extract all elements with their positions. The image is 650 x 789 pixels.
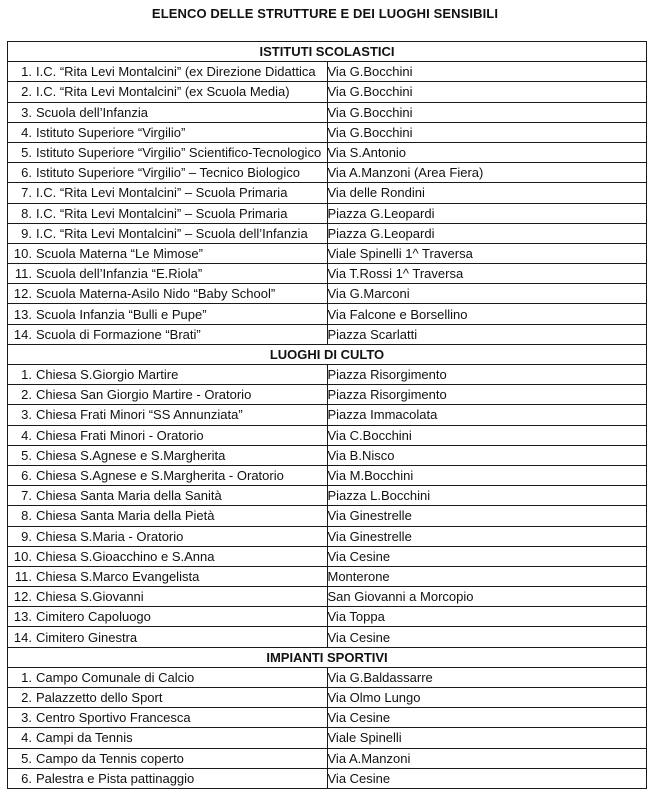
- place-name: Campi da Tennis: [36, 730, 133, 746]
- place-name: Chiesa S.Giorgio Martire: [36, 367, 179, 383]
- table-row: [8, 243, 647, 263]
- place-name: I.C. “Rita Levi Montalcini” – Scuola Primaria: [36, 205, 288, 221]
- table-row: [8, 748, 647, 768]
- place-name-cell: [8, 708, 328, 728]
- table-row: [8, 304, 647, 324]
- table-row: [8, 163, 647, 183]
- place-name: Scuola Infanzia “Bulli e Pupe”: [36, 306, 207, 322]
- place-address: Via Ginestrelle: [327, 526, 647, 546]
- table-row: [8, 465, 647, 485]
- table-row: [8, 445, 647, 465]
- table-row: [8, 405, 647, 425]
- place-name-cell: [8, 163, 328, 183]
- place-address: Via B.Nisco: [327, 445, 647, 465]
- place-address: San Giovanni a Morcopio: [327, 587, 647, 607]
- place-name: Chiesa S.Agnese e S.Margherita - Oratorio: [36, 468, 284, 484]
- place-name-cell: [8, 607, 328, 627]
- table-row: [8, 546, 647, 566]
- row-number: 4.: [21, 124, 32, 140]
- place-address: Via G.Bocchini: [327, 122, 647, 142]
- place-name: Cimitero Ginestra: [36, 629, 138, 645]
- table-row: [8, 708, 647, 728]
- place-name-cell: [8, 688, 328, 708]
- place-address: Piazza Immacolata: [327, 405, 647, 425]
- row-number: 9.: [21, 528, 32, 544]
- table-row: [8, 122, 647, 142]
- place-name: Chiesa Frati Minori “SS Annunziata”: [36, 407, 243, 423]
- place-address: Via G.Marconi: [327, 284, 647, 304]
- row-number: 14.: [13, 629, 32, 645]
- place-name-cell: [8, 728, 328, 748]
- place-name: Istituto Superiore “Virgilio”: [36, 124, 186, 140]
- place-name-cell: [8, 486, 328, 506]
- row-number: 7.: [21, 185, 32, 201]
- place-name: Istituto Superiore “Virgilio” – Tecnico Biologico: [36, 165, 300, 181]
- place-name: Campo Comunale di Calcio: [36, 669, 195, 685]
- row-number: 7.: [21, 488, 32, 504]
- row-number: 6.: [21, 468, 32, 484]
- place-name: Chiesa San Giorgio Martire - Oratorio: [36, 387, 252, 403]
- place-address: Piazza L.Bocchini: [327, 486, 647, 506]
- place-name: Istituto Superiore “Virgilio” Scientifico-Tecnologico: [36, 145, 322, 161]
- row-number: 8.: [21, 205, 32, 221]
- place-name: Cimitero Capoluogo: [36, 609, 151, 625]
- place-name: Chiesa S.Marco Evangelista: [36, 568, 200, 584]
- place-name: I.C. “Rita Levi Montalcini” (ex Scuola Media): [36, 84, 290, 100]
- row-number: 5.: [21, 447, 32, 463]
- table-row: [8, 688, 647, 708]
- place-address: Piazza G.Leopardi: [327, 223, 647, 243]
- table-row: [8, 82, 647, 102]
- place-address: Via C.Bocchini: [327, 425, 647, 445]
- place-address: Via Ginestrelle: [327, 506, 647, 526]
- row-number: 1.: [21, 669, 32, 685]
- row-number: 2.: [21, 84, 32, 100]
- table-row: [8, 102, 647, 122]
- place-name-cell: [8, 405, 328, 425]
- place-address: Piazza G.Leopardi: [327, 203, 647, 223]
- table-row: [8, 223, 647, 243]
- table-row: [8, 566, 647, 586]
- section-header-row: [8, 42, 647, 62]
- place-address: Viale Spinelli 1^ Traversa: [327, 243, 647, 263]
- place-name: Chiesa S.Giovanni: [36, 589, 144, 605]
- row-number: 9.: [21, 225, 32, 241]
- row-number: 5.: [21, 145, 32, 161]
- place-name-cell: [8, 385, 328, 405]
- row-number: 8.: [21, 508, 32, 524]
- table-row: [8, 385, 647, 405]
- place-name-cell: [8, 627, 328, 647]
- place-name-cell: [8, 122, 328, 142]
- row-number: 3.: [21, 104, 32, 120]
- place-name: Chiesa Frati Minori - Oratorio: [36, 427, 204, 443]
- table-row: [8, 203, 647, 223]
- row-number: 12.: [13, 589, 32, 605]
- section-header-row: [8, 647, 647, 667]
- place-name: Centro Sportivo Francesca: [36, 710, 191, 726]
- place-name-cell: [8, 183, 328, 203]
- place-name-cell: [8, 526, 328, 546]
- place-name: I.C. “Rita Levi Montalcini” – Scuola Primaria: [36, 185, 288, 201]
- place-name-cell: [8, 365, 328, 385]
- place-name: Chiesa S.Gioacchino e S.Anna: [36, 548, 215, 564]
- document-title: ELENCO DELLE STRUTTURE E DEI LUOGHI SENSIBILI: [151, 6, 499, 21]
- place-name-cell: [8, 82, 328, 102]
- sensitive-places-table: [7, 41, 647, 789]
- place-name: Campo da Tennis coperto: [36, 750, 184, 766]
- table-row: [8, 526, 647, 546]
- place-address: Via Cesine: [327, 546, 647, 566]
- table-row: [8, 264, 647, 284]
- place-name: Chiesa Santa Maria della Pietà: [36, 508, 215, 524]
- row-number: 1.: [21, 367, 32, 383]
- place-address: Via delle Rondini: [327, 183, 647, 203]
- place-name-cell: [8, 748, 328, 768]
- table-row: [8, 607, 647, 627]
- table-row: [8, 284, 647, 304]
- place-name: Scuola dell’Infanzia “E.Riola”: [36, 266, 203, 282]
- row-number: 14.: [13, 326, 32, 342]
- place-name-cell: [8, 506, 328, 526]
- row-number: 13.: [13, 609, 32, 625]
- place-name-cell: [8, 324, 328, 344]
- place-name: Palestra e Pista pattinaggio: [36, 770, 195, 786]
- table-row: [8, 486, 647, 506]
- place-name: Chiesa Santa Maria della Sanità: [36, 488, 222, 504]
- place-name-cell: [8, 587, 328, 607]
- section-header-row: [8, 344, 647, 364]
- place-address: Viale Spinelli: [327, 728, 647, 748]
- table-row: [8, 768, 647, 788]
- place-name-cell: [8, 445, 328, 465]
- place-name-cell: [8, 425, 328, 445]
- place-name-cell: [8, 62, 328, 82]
- place-name: Chiesa S.Maria - Oratorio: [36, 528, 184, 544]
- table-row: [8, 365, 647, 385]
- row-number: 11.: [14, 568, 32, 584]
- table-body: [8, 42, 647, 789]
- place-name-cell: [8, 223, 328, 243]
- table-row: [8, 62, 647, 82]
- place-name-cell: [8, 546, 328, 566]
- row-number: 4.: [21, 730, 32, 746]
- table-row: [8, 425, 647, 445]
- place-address: Via M.Bocchini: [327, 465, 647, 485]
- place-name-cell: [8, 142, 328, 162]
- place-address: Piazza Risorgimento: [327, 365, 647, 385]
- table-row: [8, 183, 647, 203]
- place-address: Via T.Rossi 1^ Traversa: [327, 264, 647, 284]
- place-name: Palazzetto dello Sport: [36, 690, 163, 706]
- row-number: 10.: [13, 245, 32, 261]
- row-number: 6.: [21, 165, 32, 181]
- section-heading: LUOGHI DI CULTO: [8, 344, 647, 364]
- place-address: Via Falcone e Borsellino: [327, 304, 647, 324]
- row-number: 3.: [21, 407, 32, 423]
- place-name-cell: [8, 768, 328, 788]
- place-name-cell: [8, 264, 328, 284]
- place-address: Piazza Risorgimento: [327, 385, 647, 405]
- row-number: 10.: [13, 548, 32, 564]
- row-number: 2.: [21, 387, 32, 403]
- place-name: I.C. “Rita Levi Montalcini” – Scuola dell’Infanzia: [36, 225, 308, 241]
- place-name-cell: [8, 284, 328, 304]
- row-number: 4.: [21, 427, 32, 443]
- place-name-cell: [8, 203, 328, 223]
- table-row: [8, 728, 647, 748]
- place-name-cell: [8, 667, 328, 687]
- place-address: Via Toppa: [327, 607, 647, 627]
- row-number: 1.: [21, 64, 32, 80]
- place-address: Via G.Bocchini: [327, 82, 647, 102]
- place-address: Via S.Antonio: [327, 142, 647, 162]
- place-name: Scuola Materna “Le Mimose”: [36, 245, 203, 261]
- row-number: 13.: [13, 306, 32, 322]
- place-name-cell: [8, 102, 328, 122]
- place-name-cell: [8, 243, 328, 263]
- row-number: 11.: [14, 266, 32, 282]
- table-row: [8, 142, 647, 162]
- row-number: 3.: [21, 710, 32, 726]
- place-address: Piazza Scarlatti: [327, 324, 647, 344]
- place-address: Via G.Bocchini: [327, 102, 647, 122]
- place-name: Chiesa S.Agnese e S.Margherita: [36, 447, 226, 463]
- place-address: Via Olmo Lungo: [327, 688, 647, 708]
- place-address: Via A.Manzoni (Area Fiera): [327, 163, 647, 183]
- row-number: 12.: [13, 286, 32, 302]
- table-row: [8, 506, 647, 526]
- row-number: 5.: [21, 750, 32, 766]
- place-address: Monterone: [327, 566, 647, 586]
- place-address: Via G.Bocchini: [327, 62, 647, 82]
- section-heading: IMPIANTI SPORTIVI: [8, 647, 647, 667]
- place-address: Via Cesine: [327, 627, 647, 647]
- place-name: I.C. “Rita Levi Montalcini” (ex Direzione Didattica: [36, 64, 316, 80]
- place-address: Via Cesine: [327, 708, 647, 728]
- row-number: 2.: [21, 690, 32, 706]
- table-row: [8, 667, 647, 687]
- table-row: [8, 587, 647, 607]
- row-number: 6.: [21, 770, 32, 786]
- section-heading: ISTITUTI SCOLASTICI: [8, 42, 647, 62]
- place-address: Via Cesine: [327, 768, 647, 788]
- table-row: [8, 324, 647, 344]
- place-name-cell: [8, 304, 328, 324]
- place-name-cell: [8, 566, 328, 586]
- place-address: Via G.Baldassarre: [327, 667, 647, 687]
- table-row: [8, 627, 647, 647]
- place-name: Scuola dell’Infanzia: [36, 104, 149, 120]
- place-address: Via A.Manzoni: [327, 748, 647, 768]
- place-name: Scuola Materna-Asilo Nido “Baby School”: [36, 286, 276, 302]
- place-name: Scuola di Formazione “Brati”: [36, 326, 201, 342]
- place-name-cell: [8, 465, 328, 485]
